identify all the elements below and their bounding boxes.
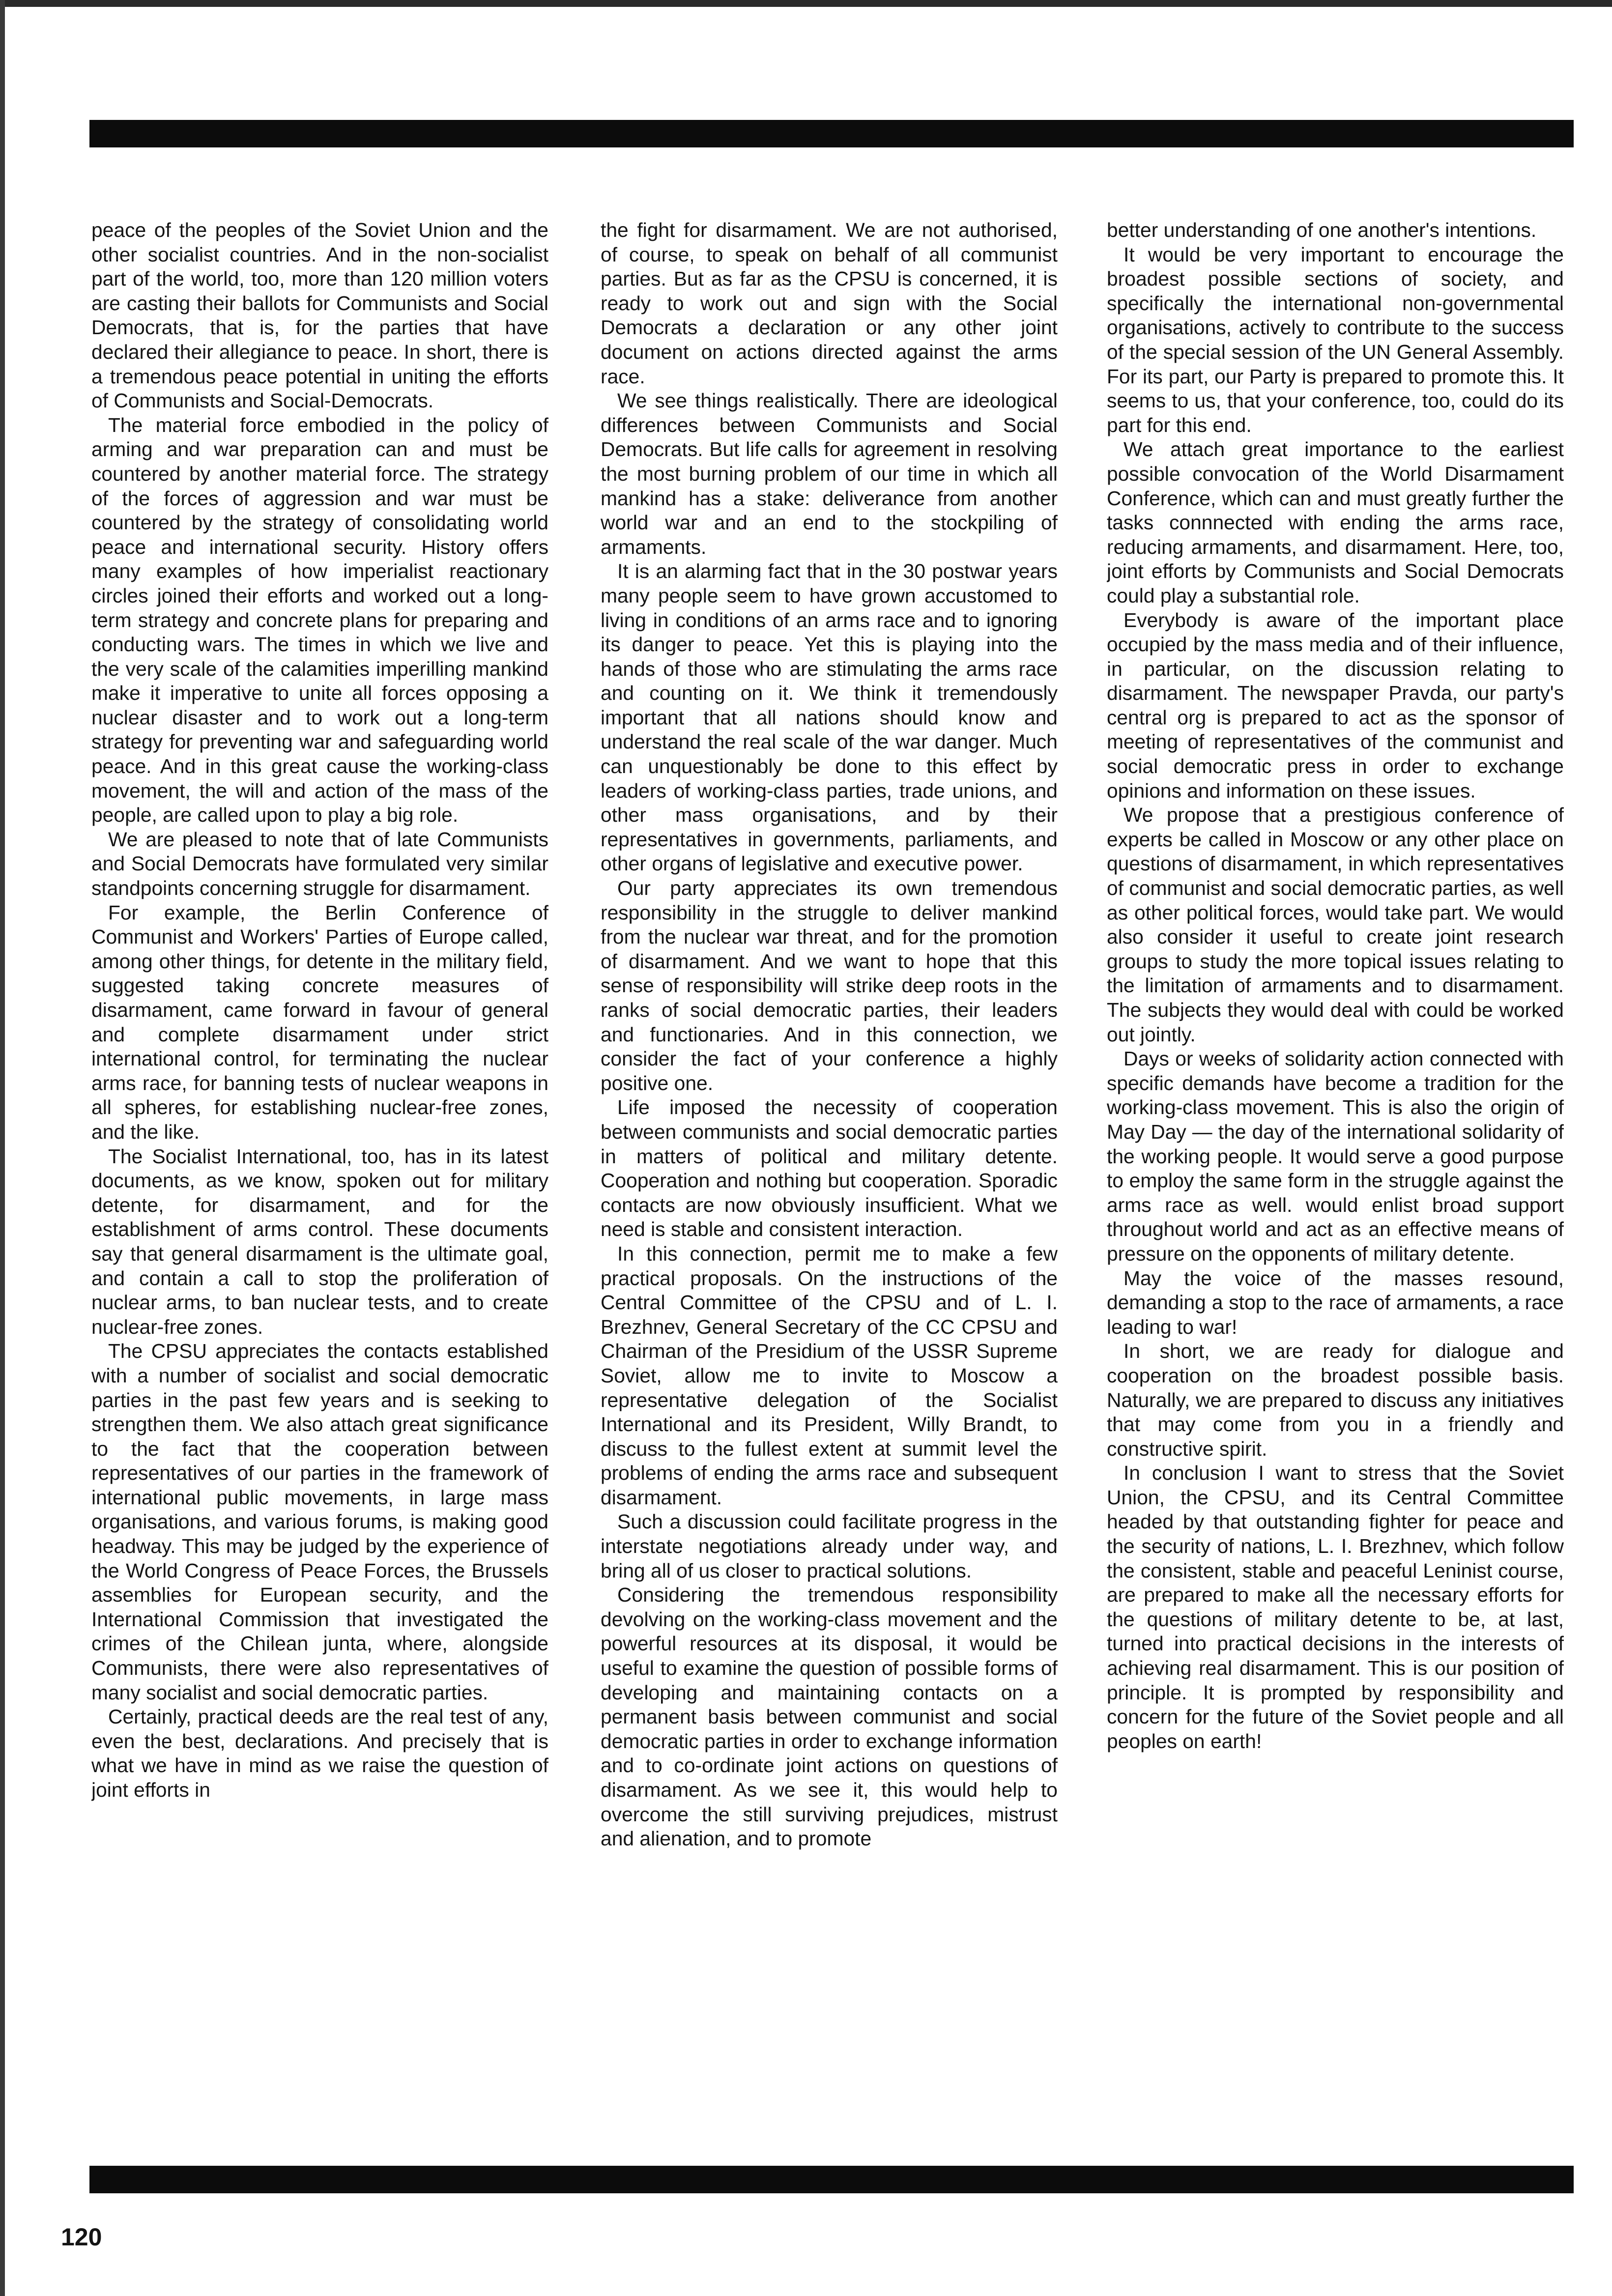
- text-column-3: [1107, 218, 1564, 2086]
- paragraph: We see things realistically. There are ideological differences between Communists and Social Democrats. But life calls for agreement in resolving the most burning problem of our time in which all mankind has a stake: deliverance from another world war and an end to the stockpiling of armaments.: [601, 389, 1058, 558]
- text-column-2: [601, 218, 1058, 2086]
- page-number: 120: [61, 2223, 102, 2251]
- paragraph: the fight for disarmament. We are not authorised, of course, to speak on behalf of all communist parties. But as far as the CPSU is concerned, it is ready to work out and sign with the Social Democrats a declaration or any other joint document on actions directed against the arms race.: [601, 219, 1058, 388]
- paragraph: The CPSU appreciates the contacts established with a number of socialist and social democratic parties in the past few years and is seeking to strengthen them. We also attach great significance to the fact that the cooperation between representatives of our parties in the framework of international public movements, in large mass organisations, and various forums, is making good headway. This may be judged by the experience of the World Congress of Peace Forces, the Brussels assemblies for European security, and the International Commission that investigated the crimes of the Chilean junta, where, alongside Communists, there were also representatives of many socialist and social democratic parties.: [91, 1340, 548, 1704]
- paragraph: peace of the peoples of the Soviet Union and the other socialist countries. And in the non-socialist part of the world, too, more than 120 million voters are casting their ballots for Communists and Social Democrats, that is, for the parties that have declared their allegiance to peace. In short, there is a tremendous peace potential in uniting the efforts of Communists and Social-Democrats.: [91, 219, 548, 412]
- paragraph: better understanding of one another's intentions.: [1107, 219, 1537, 241]
- paragraph: In short, we are ready for dialogue and cooperation on the broadest possible basis. Naturally, we are prepared to discuss any initiatives that may come from you in a friendly and constructive spirit.: [1107, 1340, 1564, 1460]
- paragraph: We attach great importance to the earliest possible convocation of the World Disarmament Conference, which can and must greatly further the tasks connnected with ending the arms race, reducing armaments, and disarmament. Here, too, joint efforts by Communists and Social Democrats could play a substantial role.: [1107, 438, 1564, 607]
- paragraph: For example, the Berlin Conference of Communist and Workers' Parties of Europe called, among other things, for detente in the military field, suggested taking concrete measures of disarmament, came forward in favour of general and complete disarmament under strict international control, for terminating the nuclear arms race, for banning tests of nuclear weapons in all spheres, for establishing nuclear-free zones, and the like.: [91, 901, 548, 1143]
- footer-rule: [89, 2166, 1574, 2193]
- text-column-1: [91, 218, 548, 2086]
- paragraph: We propose that a prestigious conference of experts be called in Moscow or any other place on questions of disarmament, in which representatives of communist and social democratic parties, as well as other political forces, would take part. We would also consider it useful to create joint research groups to study the more topical issues relating to the limitation of armaments and to disarmament. The subjects they would deal with could be worked out jointly.: [1107, 804, 1564, 1046]
- paragraph: Everybody is aware of the important place occupied by the mass media and of their influence, in particular, on the discussion relating to disarmament. The newspaper Pravda, our party's central org is prepared to act as the sponsor of meeting of representatives of the communist and social democratic press in order to exchange opinions and information on these issues.: [1107, 608, 1564, 802]
- scan-edge-top: [0, 0, 1612, 7]
- paragraph: It would be very important to encourage the broadest possible sections of society, and specifically the international non-governmental organisations, actively to contribute to the success of the special session of the UN General Assembly. For its part, our Party is prepared to promote this. It seems to us, that your conference, too, could do its part for this end.: [1107, 243, 1564, 436]
- paragraph: Certainly, practical deeds are the real test of any, even the best, declarations. And precisely that is what we have in mind as we raise the question of joint efforts in: [91, 1705, 548, 1801]
- paragraph: Considering the tremendous responsibility devolving on the working-class movement and the powerful resources at its disposal, it would be useful to examine the question of possible forms of developing and maintaining contacts on a permanent basis between communist and social democratic parties in order to exchange information and to co-ordinate joint actions on questions of disarmament. As we see it, this would help to overcome the still surviving prejudices, mistrust and alienation, and to promote: [601, 1583, 1058, 1850]
- paragraph: The material force embodied in the policy of arming and war preparation can and must be countered by another material force. The strategy of the forces of aggression and war must be countered by the strategy of consolidating world peace and international security. History offers many examples of how imperialist reactionary circles joined their efforts and worked out a long-term strategy and concrete plans for preparing and conducting wars. The times in which we live and the very scale of the calamities imperilling mankind make it imperative to unite all forces opposing a nuclear disaster and to work out a long-term strategy for preventing war and safeguarding world peace. And in this great cause the working-class movement, the will and action of the mass of the people, are called upon to play a big role.: [91, 413, 548, 827]
- scan-edge-left: [0, 0, 5, 2296]
- paragraph: Days or weeks of solidarity action connected with specific demands have become a tradition for the working-class movement. This is also the origin of May Day — the day of the international solidarity of the working people. It would serve a good purpose to employ the same form in the struggle against the arms race as well. would enlist broad support throughout world and act as an effective means of pressure on the opponents of military detente.: [1107, 1047, 1564, 1265]
- paragraph: It is an alarming fact that in the 30 postwar years many people seem to have grown accustomed to living in conditions of an arms race and to ignoring its danger to peace. Yet this is playing into the hands of those who are stimulating the arms race and counting on it. We think it tremendously important that all nations should know and understand the real scale of the war danger. Much can unquestionably be done to this effect by leaders of working-class parties, trade unions, and other mass organisations, and by their representatives in governments, parliaments, and other organs of legislative and executive power.: [601, 560, 1058, 875]
- paragraph: May the voice of the masses resound, demanding a stop to the race of armaments, a race leading to war!: [1107, 1266, 1564, 1338]
- paragraph: We are pleased to note that of late Communists and Social Democrats have formulated very similar standpoints concerning struggle for disarmament.: [91, 828, 548, 900]
- paragraph: Our party appreciates its own tremendous responsibility in the struggle to deliver mankind from the nuclear war threat, and for the promotion of disarmament. And we want to hope that this sense of responsibility will strike deep roots in the ranks of social democratic parties, their leaders and functionaries. And in this connection, we consider the fact of your conference a highly positive one.: [601, 877, 1058, 1094]
- paragraph: Life imposed the necessity of cooperation between communists and social democratic parties in matters of political and military detente. Cooperation and nothing but cooperation. Sporadic contacts are now obviously insufficient. What we need is stable and consistent interaction.: [601, 1096, 1058, 1241]
- paragraph: In conclusion I want to stress that the Soviet Union, the CPSU, and its Central Committee headed by that outstanding fighter for peace and the security of nations, L. I. Brezhnev, which follow the consistent, stable and peaceful Leninist course, are prepared to make all the necessary efforts for the questions of military detente to be, at last, turned into practical decisions in the interests of achieving real disarmament. This is our position of principle. It is prompted by responsibility and concern for the future of the Soviet people and all peoples on earth!: [1107, 1462, 1564, 1752]
- header-rule: [89, 120, 1574, 147]
- paragraph: In this connection, permit me to make a few practical proposals. On the instructions of the Central Committee of the CPSU and of L. I. Brezhnev, General Secretary of the CC CPSU and Chairman of the Presidium of the USSR Supreme Soviet, allow me to invite to Moscow a representative delegation of the Socialist International and its President, Willy Brandt, to discuss to the fullest extent at summit level the problems of ending the arms race and subsequent disarmament.: [601, 1242, 1058, 1509]
- paragraph: Such a discussion could facilitate progress in the interstate negotiations already under way, and bring all of us closer to practical solutions.: [601, 1510, 1058, 1582]
- paragraph: The Socialist International, too, has in its latest documents, as we know, spoken out for military detente, for disarmament, and for the establishment of arms control. These documents say that general disarmament is the ultimate goal, and contain a call to stop the proliferation of nuclear arms, to ban nuclear tests, and to create nuclear-free zones.: [91, 1145, 548, 1338]
